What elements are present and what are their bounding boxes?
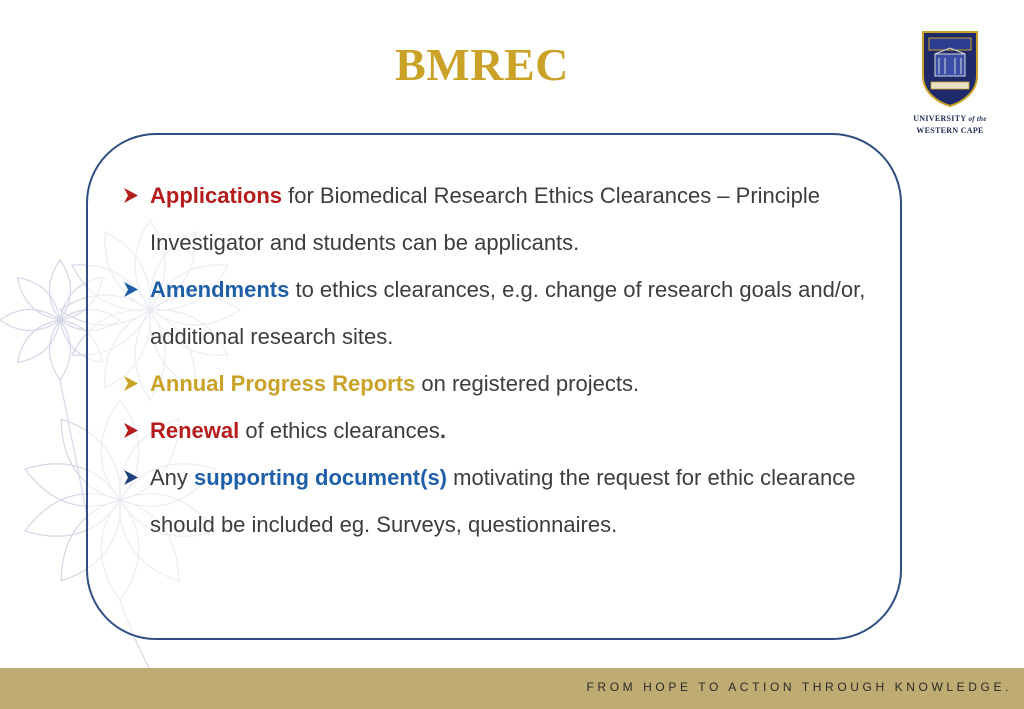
- arrow-bullet-icon: [120, 454, 144, 501]
- item-suffix: .: [439, 418, 446, 443]
- logo-line-2: WESTERN CAPE: [916, 126, 984, 135]
- item-text: motivating the request for ethic clearance should be included eg. Surveys, questionnaires.: [150, 465, 856, 537]
- university-logo: [900, 28, 1000, 138]
- item-prefix: Any: [150, 465, 195, 490]
- page-title: BMREC: [395, 39, 569, 90]
- item-highlight: Amendments: [150, 277, 290, 302]
- item-highlight: Renewal: [150, 418, 240, 443]
- footer-tagline: FROM HOPE TO ACTION THROUGH KNOWLEDGE.: [586, 680, 1012, 694]
- item-text: of ethics clearances: [239, 418, 440, 443]
- arrow-bullet-icon: [120, 172, 144, 219]
- item-highlight: Annual Progress Reports: [150, 371, 416, 396]
- item-text: for Biomedical Research Ethics Clearances – Principle Investigator and students can be applicants.: [150, 183, 821, 255]
- item-text: on registered projects.: [415, 371, 640, 396]
- item-text: to ethics clearances, e.g. change of research goals and/or, additional research sites.: [150, 277, 866, 349]
- arrow-bullet-icon: [120, 360, 144, 407]
- bullet-list: [120, 172, 880, 548]
- list-item: [120, 360, 880, 407]
- item-highlight: supporting document(s): [194, 465, 448, 490]
- list-item: [120, 407, 880, 454]
- footer-band: [0, 668, 1024, 709]
- arrow-bullet-icon: [120, 407, 144, 454]
- arrow-bullet-icon: [120, 266, 144, 313]
- university-crest-icon: [919, 28, 981, 108]
- logo-line-1: UNIVERSITY: [913, 114, 967, 123]
- list-item: [120, 266, 880, 360]
- logo-of-the: of the: [968, 115, 987, 123]
- list-item: [120, 454, 880, 548]
- university-name: [900, 113, 1000, 136]
- item-highlight: Applications: [150, 183, 283, 208]
- list-item: [120, 172, 880, 266]
